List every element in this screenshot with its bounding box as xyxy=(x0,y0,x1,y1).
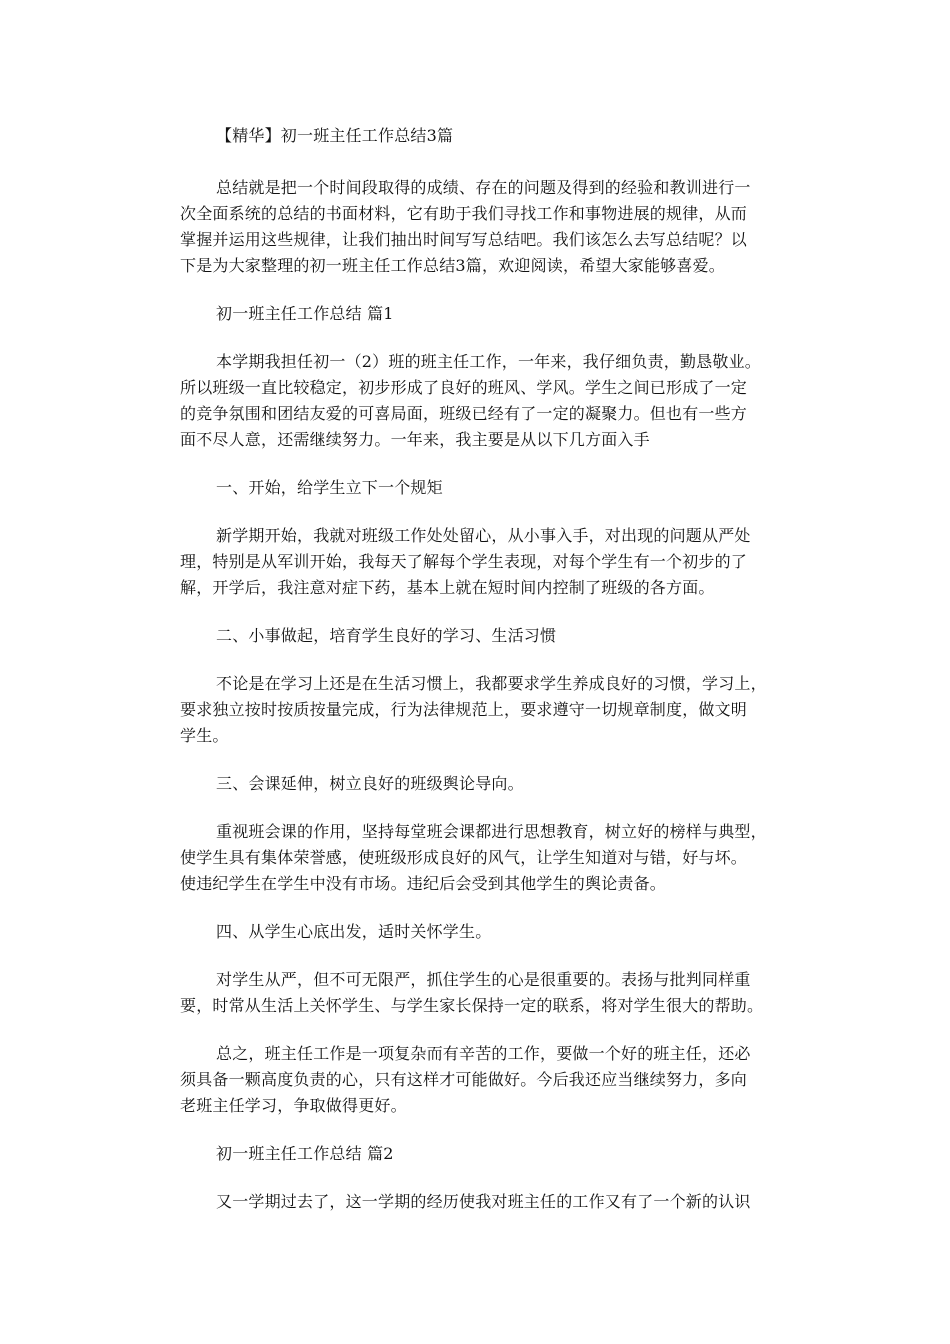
intro-paragraph-line-2: 次全面系统的总结的书面材料，它有助于我们寻找工作和事物进展的规律，从而 xyxy=(180,204,748,223)
part1-heading: 初一班主任工作总结 篇1 xyxy=(216,304,394,323)
conclusion-paragraph-line-2: 须具备一颗高度负责的心，只有这样才可能做好。今后我还应当继续努力，多向 xyxy=(180,1070,748,1089)
part1-paragraph-line-3: 的竞争氛围和团结友爱的可喜局面，班级已经有了一定的凝聚力。但也有一些方 xyxy=(180,404,748,423)
section-4-heading: 四、从学生心底出发，适时关怀学生。 xyxy=(216,922,492,941)
section-1-heading: 一、开始，给学生立下一个规矩 xyxy=(216,478,443,497)
intro-paragraph-line-1: 总结就是把一个时间段取得的成绩、存在的问题及得到的经验和教训进行一 xyxy=(216,178,751,197)
section-2-paragraph-line-1: 不论是在学习上还是在生活习惯上，我都要求学生养成良好的习惯，学习上， xyxy=(216,674,767,693)
intro-paragraph-line-3: 掌握并运用这些规律，让我们抽出时间写写总结吧。我们该怎么去写总结呢？以 xyxy=(180,230,748,249)
part1-paragraph-line-1: 本学期我担任初一（2）班的班主任工作，一年来，我仔细负责，勤恳敬业。 xyxy=(216,352,761,371)
section-3-heading: 三、会课延伸，树立良好的班级舆论导向。 xyxy=(216,774,524,793)
section-4-paragraph-line-2: 要，时常从生活上关怀学生、与学生家长保持一定的联系，将对学生很大的帮助。 xyxy=(180,996,764,1015)
part1-paragraph-line-2: 所以班级一直比较稳定，初步形成了良好的班风、学风。学生之间已形成了一定 xyxy=(180,378,748,397)
section-1-paragraph-line-3: 解，开学后，我注意对症下药，基本上就在短时间内控制了班级的各方面。 xyxy=(180,578,715,597)
part2-paragraph-line-1: 又一学期过去了，这一学期的经历使我对班主任的工作又有了一个新的认识 xyxy=(216,1192,751,1211)
section-1-paragraph-line-2: 理，特别是从军训开始，我每天了解每个学生表现，对每个学生有一个初步的了 xyxy=(180,552,748,571)
section-3-paragraph-line-3: 使违纪学生在学生中没有市场。违纪后会受到其他学生的舆论责备。 xyxy=(180,874,667,893)
section-2-paragraph-line-3: 学生。 xyxy=(180,726,229,745)
section-4-paragraph-line-1: 对学生从严，但不可无限严，抓住学生的心是很重要的。表扬与批判同样重 xyxy=(216,970,751,989)
conclusion-paragraph-line-3: 老班主任学习，争取做得更好。 xyxy=(180,1096,407,1115)
section-2-paragraph-line-2: 要求独立按时按质按量完成，行为法律规范上，要求遵守一切规章制度，做文明 xyxy=(180,700,748,719)
section-3-paragraph-line-1: 重视班会课的作用，坚持每堂班会课都进行思想教育，树立好的榜样与典型， xyxy=(216,822,767,841)
document-title: 【精华】初一班主任工作总结3篇 xyxy=(216,126,454,145)
section-1-paragraph-line-1: 新学期开始，我就对班级工作处处留心，从小事入手，对出现的问题从严处 xyxy=(216,526,751,545)
conclusion-paragraph-line-1: 总之，班主任工作是一项复杂而有辛苦的工作，要做一个好的班主任，还必 xyxy=(216,1044,751,1063)
part2-heading: 初一班主任工作总结 篇2 xyxy=(216,1144,394,1163)
part1-paragraph-line-4: 面不尽人意，还需继续努力。一年来，我主要是从以下几方面入手 xyxy=(180,430,650,449)
section-2-heading: 二、小事做起，培育学生良好的学习、生活习惯 xyxy=(216,626,557,645)
section-3-paragraph-line-2: 使学生具有集体荣誉感，使班级形成良好的风气，让学生知道对与错，好与坏。 xyxy=(180,848,748,867)
intro-paragraph-line-4: 下是为大家整理的初一班主任工作总结3篇，欢迎阅读，希望大家能够喜爱。 xyxy=(180,256,725,275)
